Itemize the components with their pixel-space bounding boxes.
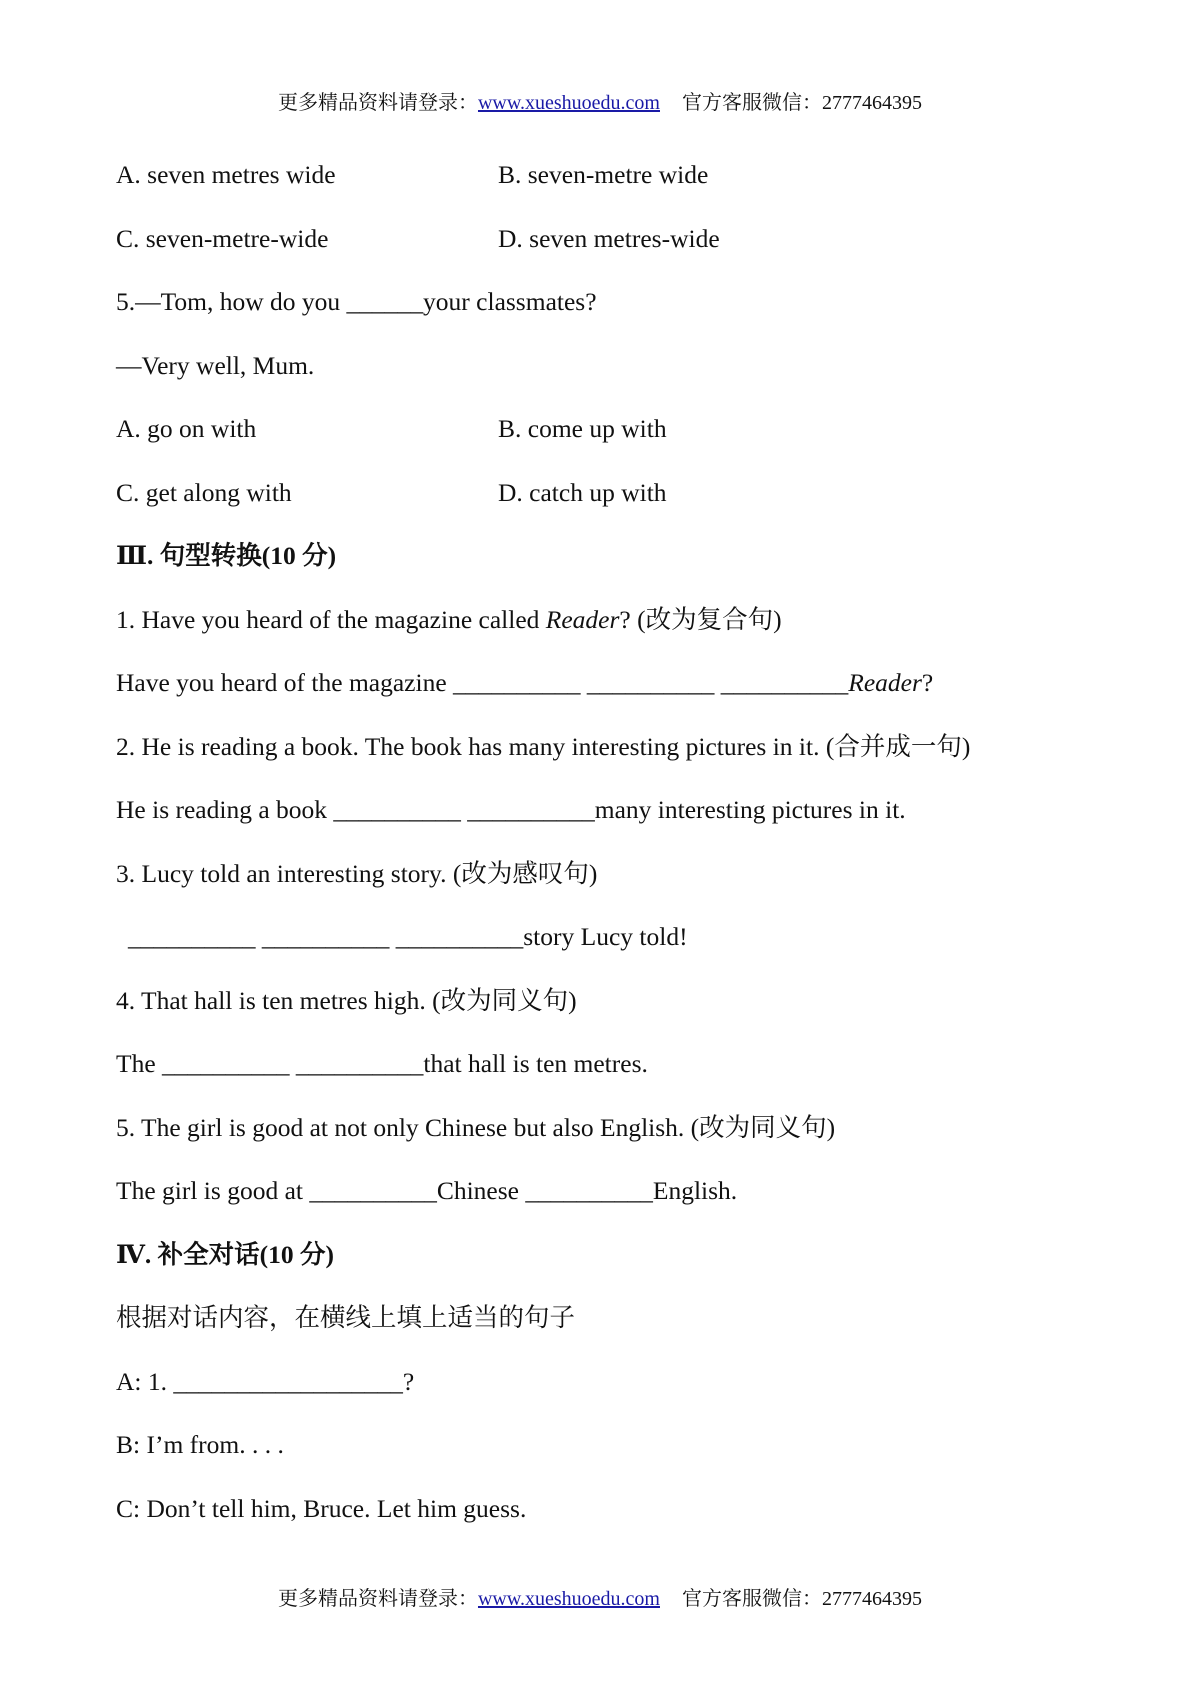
q4-options-row-1 bbox=[116, 152, 1116, 216]
header-website-link[interactable]: www.xueshuoedu.com bbox=[477, 92, 660, 114]
q5-option-b: B. come up with bbox=[498, 414, 667, 443]
s3-item-1-question-instruction: ? (改为复合句) bbox=[619, 604, 782, 634]
header-prefix: 更多精品资料请登录： bbox=[277, 92, 478, 114]
s3-item-2-question: 2. He is reading a book. The book has many interesting pictures in it. (合并成一句) bbox=[116, 731, 971, 761]
q4-option-b: B. seven-metre wide bbox=[498, 160, 709, 189]
s3-item-1-answer-end: ? bbox=[921, 668, 934, 697]
header-service-contact: 官方客服微信：2777464395 bbox=[682, 92, 922, 114]
s3-item-2-answer: He is reading a book __________ __________many interesting pictures in it. bbox=[116, 795, 906, 824]
dialogue-line-c: C: Don’t tell him, Bruce. Let him guess. bbox=[116, 1493, 527, 1523]
q4-option-d: D. seven metres-wide bbox=[498, 223, 720, 253]
q4-option-c: C. seven-metre-wide bbox=[116, 223, 329, 253]
q5-option-c: C. get along with bbox=[116, 477, 292, 507]
q4-options-row-2 bbox=[116, 216, 1116, 280]
footer-prefix: 更多精品资料请登录： bbox=[277, 1588, 478, 1610]
q5-options-row-2 bbox=[116, 470, 1116, 534]
s3-item-4-question: 4. That hall is ten metres high. (改为同义句) bbox=[116, 985, 577, 1015]
s3-item-4-answer: The __________ __________that hall is ten metres. bbox=[116, 1049, 648, 1078]
footer-website-link[interactable]: www.xueshuoedu.com bbox=[477, 1588, 660, 1610]
section-4-instruction: 根据对话内容，在横线上填上适当的句子 bbox=[116, 1303, 576, 1332]
page-header bbox=[0, 86, 1200, 115]
section-4-title: Ⅳ. 补全对话(10 分) bbox=[116, 1239, 335, 1269]
s3-item-1-question bbox=[116, 597, 1116, 661]
s3-item-3-question: 3. Lucy told an interesting story. (改为感叹句) bbox=[116, 858, 598, 888]
q5-options-row-1 bbox=[116, 406, 1116, 470]
q5-answer: —Very well, Mum. bbox=[116, 350, 315, 380]
s3-item-1-answer-text: Have you heard of the magazine __________ __________ __________ bbox=[116, 668, 849, 697]
section-3-title: Ⅲ. 句型转换(10 分) bbox=[116, 541, 337, 570]
s3-item-1-question-text: 1. Have you heard of the magazine called bbox=[116, 604, 546, 634]
s3-item-3-answer: __________ __________ __________story Lucy told! bbox=[128, 922, 688, 951]
dialogue-line-b: B: I’m from. . . . bbox=[116, 1430, 284, 1459]
footer-service-contact: 官方客服微信：2777464395 bbox=[682, 1588, 922, 1610]
s3-item-1-answer-magazine-name: Reader bbox=[848, 668, 922, 697]
s3-item-1-answer bbox=[116, 660, 1116, 724]
q5-option-a: A. go on with bbox=[116, 414, 257, 443]
s3-item-1-magazine-name: Reader bbox=[545, 604, 620, 634]
s3-item-5-question: 5. The girl is good at not only Chinese but also English. (改为同义句) bbox=[116, 1112, 836, 1142]
s3-item-5-answer: The girl is good at __________Chinese __________English. bbox=[116, 1176, 738, 1205]
q4-option-a: A. seven metres wide bbox=[116, 160, 336, 189]
q5-option-d: D. catch up with bbox=[498, 477, 667, 507]
q5-question: 5.—Tom, how do you ______your classmates? bbox=[116, 287, 597, 316]
dialogue-line-a: A: 1. __________________? bbox=[116, 1366, 415, 1396]
document-body bbox=[116, 152, 1116, 1549]
page-footer bbox=[0, 1582, 1200, 1611]
